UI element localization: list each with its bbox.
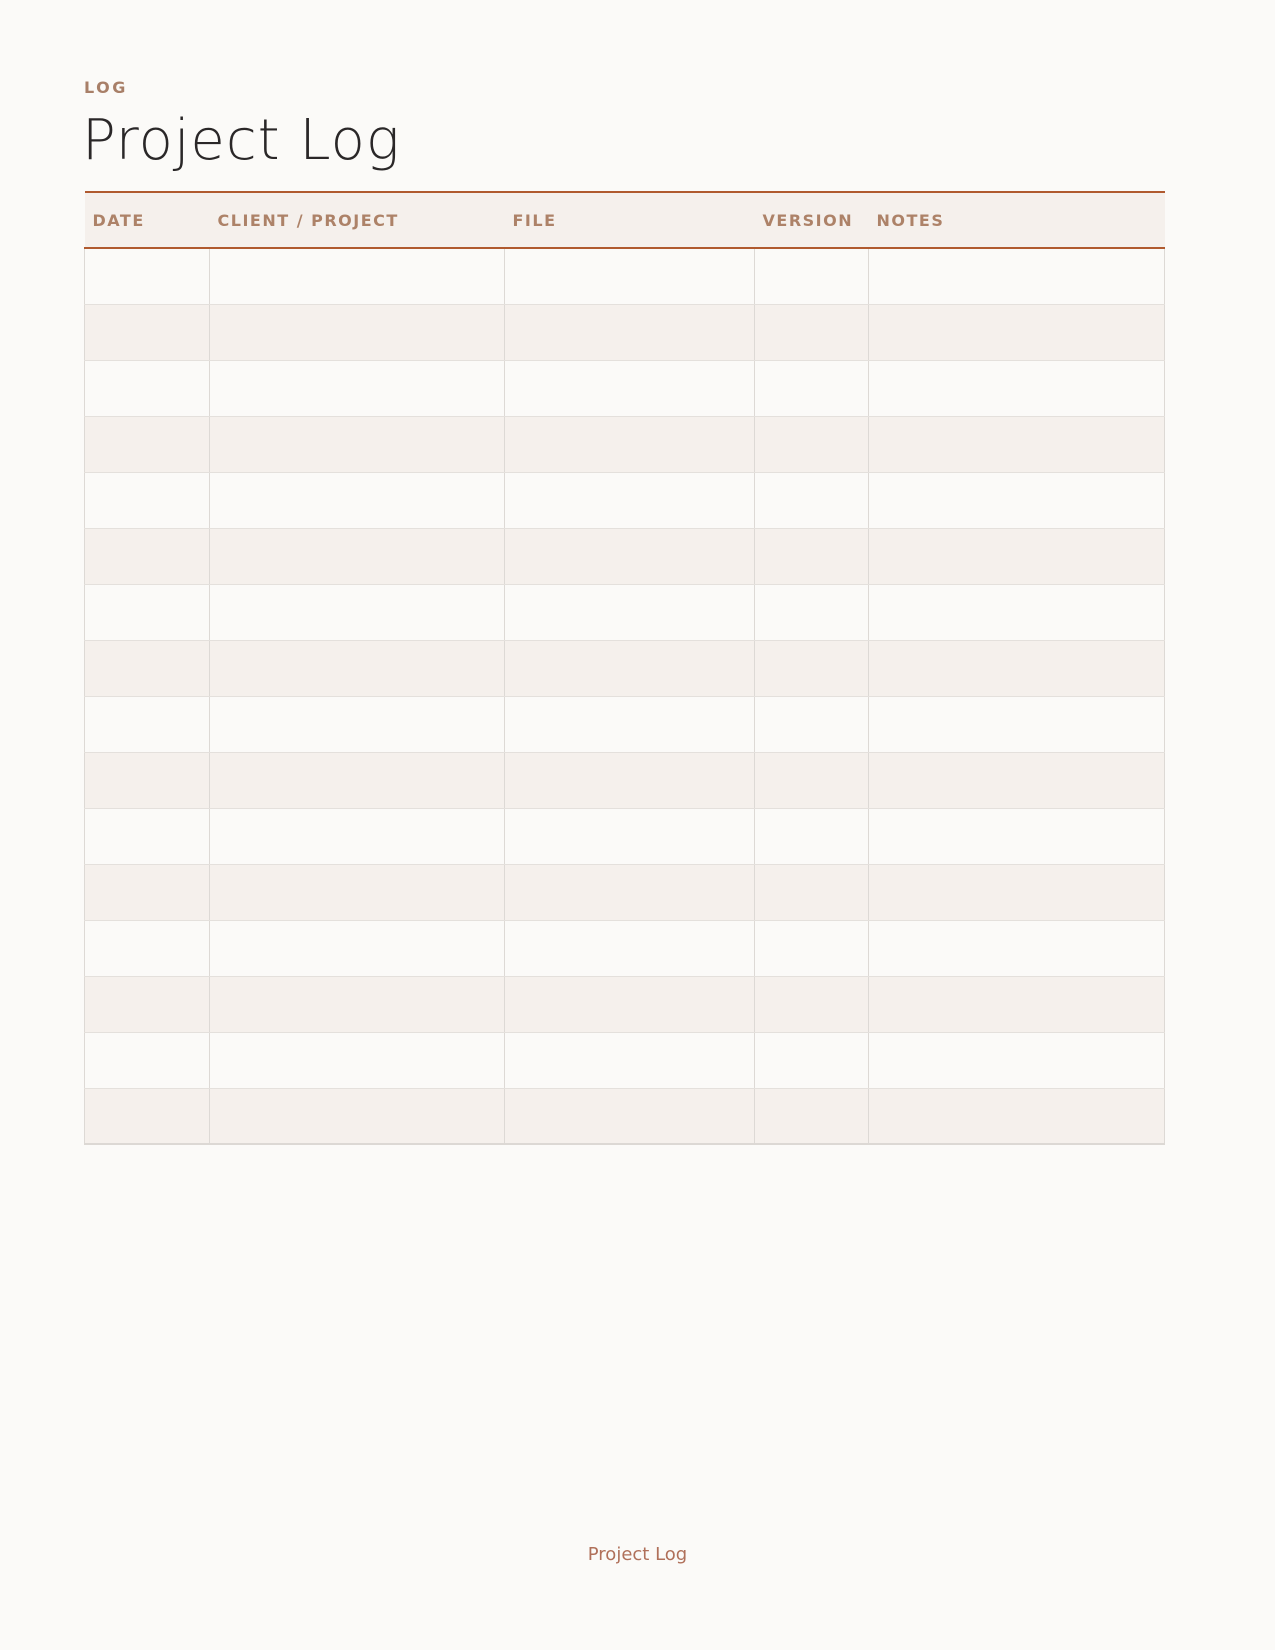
- table-row: [85, 584, 1165, 640]
- file-cell[interactable]: [505, 304, 755, 360]
- notes-cell[interactable]: [869, 416, 1165, 472]
- notes-cell[interactable]: [869, 864, 1165, 920]
- table-row: [85, 248, 1165, 304]
- date-cell[interactable]: [85, 304, 210, 360]
- date-cell[interactable]: [85, 864, 210, 920]
- date-cell[interactable]: [85, 528, 210, 584]
- file-cell[interactable]: [505, 640, 755, 696]
- file-cell[interactable]: [505, 416, 755, 472]
- column-header-file: FILE: [505, 192, 755, 248]
- date-cell[interactable]: [85, 472, 210, 528]
- table-row: [85, 528, 1165, 584]
- version-cell[interactable]: [755, 640, 869, 696]
- client-project-cell[interactable]: [210, 416, 505, 472]
- file-cell[interactable]: [505, 248, 755, 304]
- table-row: [85, 696, 1165, 752]
- version-cell[interactable]: [755, 808, 869, 864]
- table-row: [85, 1088, 1165, 1144]
- date-cell[interactable]: [85, 1032, 210, 1088]
- date-cell[interactable]: [85, 696, 210, 752]
- version-cell[interactable]: [755, 304, 869, 360]
- date-cell[interactable]: [85, 248, 210, 304]
- notes-cell[interactable]: [869, 696, 1165, 752]
- notes-cell[interactable]: [869, 976, 1165, 1032]
- notes-cell[interactable]: [869, 1088, 1165, 1144]
- table-row: [85, 752, 1165, 808]
- page-footer: Project Log: [587, 1544, 688, 1565]
- project-log-table: [84, 191, 1165, 1145]
- client-project-cell[interactable]: [210, 808, 505, 864]
- version-cell[interactable]: [755, 864, 869, 920]
- client-project-cell[interactable]: [210, 360, 505, 416]
- table-row: [85, 1032, 1165, 1088]
- column-header-version: VERSION: [755, 192, 869, 248]
- notes-cell[interactable]: [869, 248, 1165, 304]
- notes-cell[interactable]: [869, 920, 1165, 976]
- file-cell[interactable]: [505, 696, 755, 752]
- page-title: Project Log: [82, 108, 401, 173]
- file-cell[interactable]: [505, 360, 755, 416]
- file-cell[interactable]: [505, 1032, 755, 1088]
- version-cell[interactable]: [755, 752, 869, 808]
- column-header-date: DATE: [85, 192, 210, 248]
- notes-cell[interactable]: [869, 1032, 1165, 1088]
- client-project-cell[interactable]: [210, 1032, 505, 1088]
- notes-cell[interactable]: [869, 472, 1165, 528]
- version-cell[interactable]: [755, 472, 869, 528]
- client-project-cell[interactable]: [210, 976, 505, 1032]
- table-header-row: [85, 192, 1165, 248]
- file-cell[interactable]: [505, 528, 755, 584]
- table-row: [85, 808, 1165, 864]
- file-cell[interactable]: [505, 976, 755, 1032]
- version-cell[interactable]: [755, 360, 869, 416]
- file-cell[interactable]: [505, 472, 755, 528]
- version-cell[interactable]: [755, 248, 869, 304]
- file-cell[interactable]: [505, 1088, 755, 1144]
- table-row: [85, 976, 1165, 1032]
- version-cell[interactable]: [755, 1032, 869, 1088]
- column-header-notes: NOTES: [869, 192, 1165, 248]
- date-cell[interactable]: [85, 640, 210, 696]
- date-cell[interactable]: [85, 976, 210, 1032]
- client-project-cell[interactable]: [210, 584, 505, 640]
- date-cell[interactable]: [85, 752, 210, 808]
- client-project-cell[interactable]: [210, 1088, 505, 1144]
- client-project-cell[interactable]: [210, 528, 505, 584]
- page-eyebrow: LOG: [84, 78, 128, 97]
- notes-cell[interactable]: [869, 584, 1165, 640]
- version-cell[interactable]: [755, 528, 869, 584]
- column-header-client-project: CLIENT / PROJECT: [210, 192, 505, 248]
- client-project-cell[interactable]: [210, 248, 505, 304]
- date-cell[interactable]: [85, 584, 210, 640]
- version-cell[interactable]: [755, 584, 869, 640]
- table-row: [85, 416, 1165, 472]
- version-cell[interactable]: [755, 416, 869, 472]
- notes-cell[interactable]: [869, 304, 1165, 360]
- date-cell[interactable]: [85, 808, 210, 864]
- file-cell[interactable]: [505, 584, 755, 640]
- date-cell[interactable]: [85, 360, 210, 416]
- client-project-cell[interactable]: [210, 640, 505, 696]
- file-cell[interactable]: [505, 808, 755, 864]
- table-row: [85, 360, 1165, 416]
- date-cell[interactable]: [85, 1088, 210, 1144]
- client-project-cell[interactable]: [210, 472, 505, 528]
- table-row: [85, 640, 1165, 696]
- notes-cell[interactable]: [869, 808, 1165, 864]
- client-project-cell[interactable]: [210, 304, 505, 360]
- table-body: [85, 248, 1165, 1144]
- table-row: [85, 472, 1165, 528]
- version-cell[interactable]: [755, 920, 869, 976]
- file-cell[interactable]: [505, 752, 755, 808]
- date-cell[interactable]: [85, 920, 210, 976]
- version-cell[interactable]: [755, 696, 869, 752]
- version-cell[interactable]: [755, 976, 869, 1032]
- notes-cell[interactable]: [869, 528, 1165, 584]
- date-cell[interactable]: [85, 416, 210, 472]
- file-cell[interactable]: [505, 920, 755, 976]
- client-project-cell[interactable]: [210, 696, 505, 752]
- file-cell[interactable]: [505, 864, 755, 920]
- notes-cell[interactable]: [869, 752, 1165, 808]
- table-row: [85, 304, 1165, 360]
- client-project-cell[interactable]: [210, 920, 505, 976]
- client-project-cell[interactable]: [210, 752, 505, 808]
- client-project-cell[interactable]: [210, 864, 505, 920]
- table-row: [85, 920, 1165, 976]
- version-cell[interactable]: [755, 1088, 869, 1144]
- notes-cell[interactable]: [869, 360, 1165, 416]
- notes-cell[interactable]: [869, 640, 1165, 696]
- table-row: [85, 864, 1165, 920]
